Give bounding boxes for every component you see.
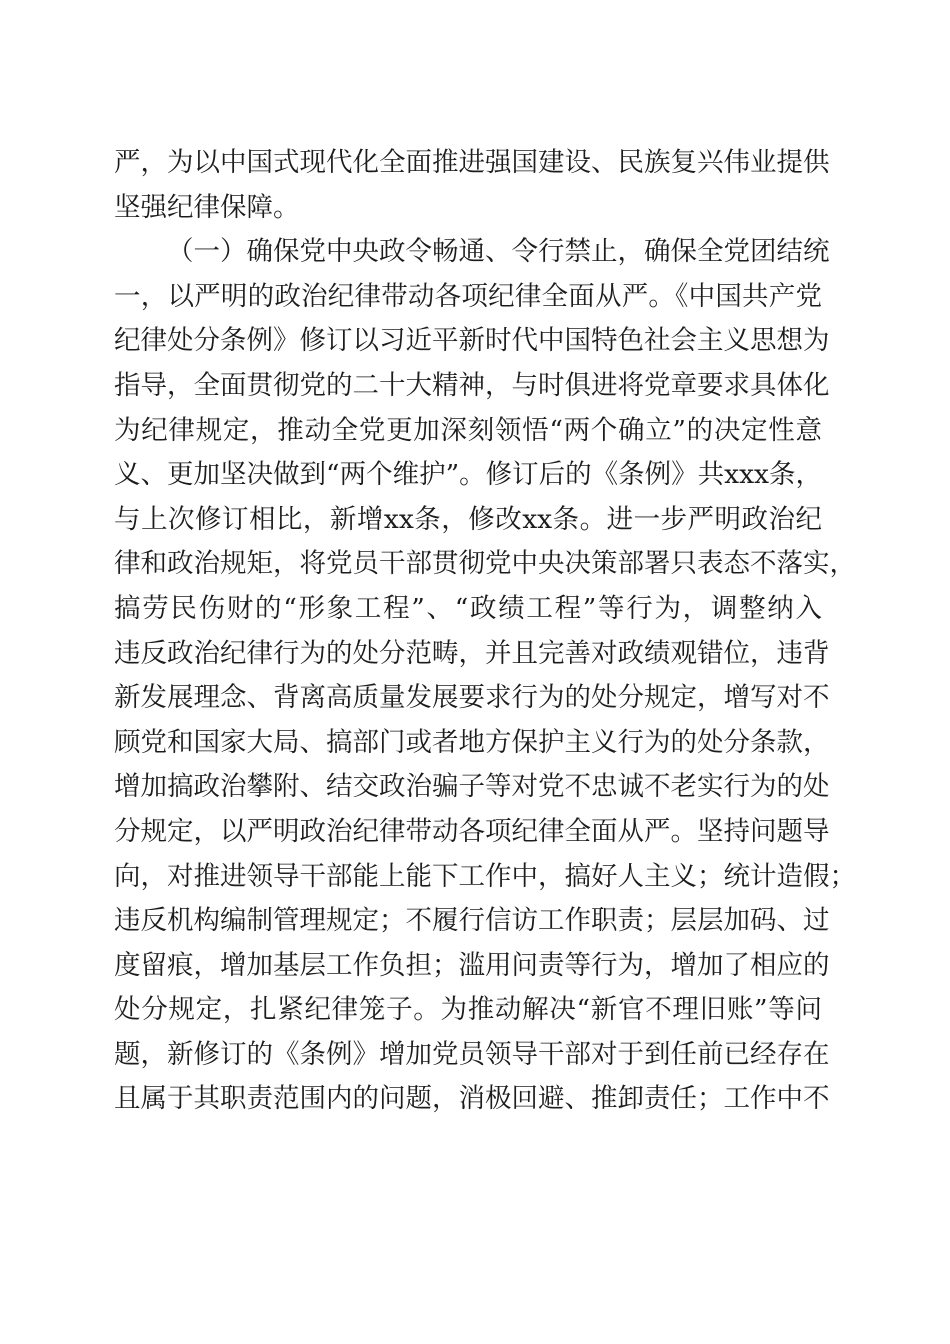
document-body bbox=[114, 141, 856, 1122]
text-line: 处分规定，扎紧纪律笼子。为推动解决“新官不理旧账”等问 bbox=[114, 994, 822, 1026]
text-line: 题，新修订的《条例》增加党员领导干部对于到任前已经存在 bbox=[114, 1038, 830, 1070]
text-line: 指导，全面贯彻党的二十大精神，与时俱进将党章要求具体化 bbox=[114, 369, 830, 401]
text-line: 违反政治纪律行为的处分范畴，并且完善对政绩观错位，违背 bbox=[114, 637, 830, 669]
text-line: 顾党和国家大局、搞部门或者地方保护主义行为的处分条款， bbox=[114, 726, 830, 758]
text-line: 一，以严明的政治纪律带动各项纪律全面从严。《中国共产党 bbox=[114, 280, 822, 312]
text-line: 新发展理念、背离高质量发展要求行为的处分规定，增写对不 bbox=[114, 682, 830, 714]
text-line: 严，为以中国式现代化全面推进强国建设、民族复兴伟业提供 bbox=[114, 147, 830, 178]
text-line: 增加搞政治攀附、结交政治骗子等对党不忠诚不老实行为的处 bbox=[114, 771, 830, 803]
text-line: 与上次修订相比，新增xx条，修改xx条。进一步严明政治纪 bbox=[114, 503, 822, 535]
text-line: 律和政治规矩，将党员干部贯彻党中央决策部署只表态不落实， bbox=[114, 548, 856, 580]
text-line: 向，对推进领导干部能上能下工作中，搞好人主义；统计造假； bbox=[114, 860, 856, 892]
text-line: 为纪律规定，推动全党更加深刻领悟“两个确立”的决定性意 bbox=[114, 414, 822, 446]
text-line: 坚强纪律保障。 bbox=[114, 191, 300, 223]
paragraph bbox=[114, 230, 856, 1122]
text-line: 搞劳民伤财的“形象工程”、“政绩工程”等行为，调整纳入 bbox=[114, 592, 822, 624]
text-line: 义、更加坚决做到“两个维护”。修订后的《条例》共xxx条， bbox=[114, 459, 822, 491]
paragraph bbox=[114, 141, 830, 230]
text-line: 且属于其职责范围内的问题，消极回避、推卸责任；工作中不 bbox=[114, 1083, 830, 1115]
text-line: （一）确保党中央政令畅通、令行禁止，确保全党团结统 bbox=[167, 236, 830, 268]
text-line: 违反机构编制管理规定；不履行信访工作职责；层层加码、过 bbox=[114, 905, 830, 937]
text-line: 纪律处分条例》修订以习近平新时代中国特色社会主义思想为 bbox=[114, 325, 830, 357]
text-line: 分规定，以严明政治纪律带动各项纪律全面从严。坚持问题导 bbox=[114, 815, 830, 847]
text-line: 度留痕，增加基层工作负担；滥用问责等行为，增加了相应的 bbox=[114, 949, 830, 981]
